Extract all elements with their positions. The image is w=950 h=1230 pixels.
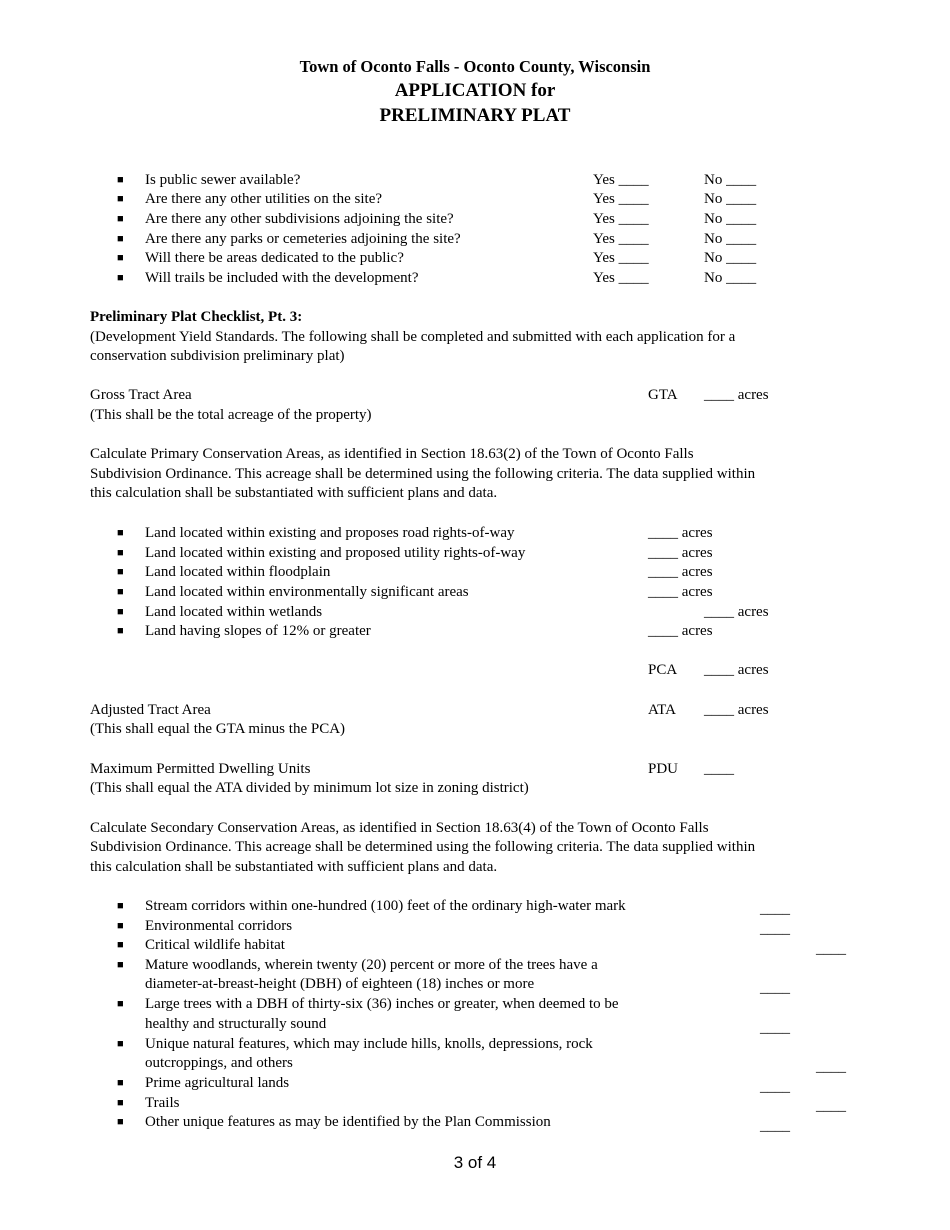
bullet-icon: ■	[117, 939, 124, 951]
question-text: Are there any other utilities on the site?	[145, 191, 383, 207]
yes-field[interactable]: Yes ____	[593, 172, 649, 188]
secondary-item-text-continued: diameter-at-breast-height (DBH) of eighteen (18) inches or more	[145, 976, 535, 992]
bullet-icon: ■	[117, 959, 124, 971]
primary-paragraph: Subdivision Ordinance. This acreage shall be determined using the following criteria. The data supplied within	[90, 466, 756, 482]
primary-item-text: Land located within wetlands	[145, 604, 323, 620]
secondary-item-text: Critical wildlife habitat	[145, 937, 285, 953]
checklist-intro: (Development Yield Standards. The following shall be completed and submitted with each application for a	[90, 329, 736, 345]
primary-acres-field[interactable]: ____ acres	[648, 584, 713, 600]
bullet-icon: ■	[117, 1097, 124, 1109]
primary-acres-field[interactable]: ____ acres	[648, 525, 713, 541]
secondary-field[interactable]: ____	[816, 1098, 846, 1114]
secondary-item-text: Unique natural features, which may include hills, knolls, depressions, rock	[145, 1036, 593, 1052]
yes-field[interactable]: Yes ____	[593, 231, 649, 247]
primary-acres-field[interactable]: ____ acres	[648, 623, 713, 639]
yes-field[interactable]: Yes ____	[593, 211, 649, 227]
secondary-field[interactable]: ____	[816, 941, 846, 957]
secondary-field[interactable]: ____	[760, 1079, 790, 1095]
secondary-field[interactable]: ____	[760, 1118, 790, 1134]
yes-field[interactable]: Yes ____	[593, 191, 649, 207]
secondary-field[interactable]: ____	[816, 1059, 846, 1075]
primary-acres-field[interactable]: ____ acres	[648, 545, 713, 561]
header-subtitle: PRELIMINARY PLAT	[379, 105, 571, 126]
no-field[interactable]: No ____	[704, 191, 757, 207]
ata-acres-field[interactable]: ____ acres	[704, 702, 769, 718]
ata-label: Adjusted Tract Area	[90, 702, 211, 718]
secondary-item-text: Trails	[145, 1095, 180, 1111]
primary-item-text: Land having slopes of 12% or greater	[145, 623, 371, 639]
gta-note: (This shall be the total acreage of the property)	[90, 407, 372, 423]
primary-item-text: Land located within environmentally significant areas	[145, 584, 469, 600]
secondary-field[interactable]: ____	[760, 1020, 790, 1036]
checklist-title: Preliminary Plat Checklist, Pt. 3:	[90, 309, 303, 325]
gta-acres-field[interactable]: ____ acres	[704, 387, 769, 403]
bullet-icon: ■	[117, 998, 124, 1010]
bullet-icon: ■	[117, 174, 124, 186]
question-text: Are there any parks or cemeteries adjoining the site?	[145, 231, 461, 247]
secondary-item-text: Large trees with a DBH of thirty-six (36) inches or greater, when deemed to be	[145, 996, 619, 1012]
no-field[interactable]: No ____	[704, 231, 757, 247]
question-text: Are there any other subdivisions adjoining the site?	[145, 211, 454, 227]
secondary-field[interactable]: ____	[760, 901, 790, 917]
bullet-icon: ■	[117, 920, 124, 932]
secondary-item-text-continued: healthy and structurally sound	[145, 1016, 327, 1032]
bullet-icon: ■	[117, 1038, 124, 1050]
bullet-icon: ■	[117, 566, 124, 578]
pdu-code: PDU	[648, 761, 679, 777]
no-field[interactable]: No ____	[704, 250, 757, 266]
pca-code: PCA	[648, 662, 678, 678]
header-title: APPLICATION for	[394, 80, 556, 101]
ata-note: (This shall equal the GTA minus the PCA)	[90, 721, 346, 737]
secondary-paragraph: Calculate Secondary Conservation Areas, as identified in Section 18.63(4) of the Town of Oconto Falls	[90, 820, 709, 836]
no-field[interactable]: No ____	[704, 270, 757, 286]
primary-item-text: Land located within existing and proposes road rights-of-way	[145, 525, 515, 541]
bullet-icon: ■	[117, 233, 124, 245]
bullet-icon: ■	[117, 213, 124, 225]
yes-field[interactable]: Yes ____	[593, 270, 649, 286]
primary-item-text: Land located within floodplain	[145, 564, 331, 580]
bullet-icon: ■	[117, 606, 124, 618]
primary-acres-field[interactable]: ____ acres	[704, 604, 769, 620]
secondary-paragraph: Subdivision Ordinance. This acreage shall be determined using the following criteria. The data supplied within	[90, 839, 756, 855]
secondary-field[interactable]: ____	[760, 980, 790, 996]
question-text: Is public sewer available?	[145, 172, 301, 188]
secondary-item-text: Prime agricultural lands	[145, 1075, 290, 1091]
primary-paragraph: this calculation shall be substantiated with sufficient plans and data.	[90, 485, 498, 501]
bullet-icon: ■	[117, 586, 124, 598]
question-text: Will trails be included with the development?	[145, 270, 419, 286]
question-text: Will there be areas dedicated to the public?	[145, 250, 404, 266]
secondary-item-text: Environmental corridors	[145, 918, 293, 934]
pdu-label: Maximum Permitted Dwelling Units	[90, 761, 311, 777]
secondary-field[interactable]: ____	[760, 921, 790, 937]
pdu-note: (This shall equal the ATA divided by minimum lot size in zoning district)	[90, 780, 529, 796]
header-municipality: Town of Oconto Falls - Oconto County, Wisconsin	[299, 57, 651, 76]
no-field[interactable]: No ____	[704, 211, 757, 227]
yes-field[interactable]: Yes ____	[593, 250, 649, 266]
secondary-item-text: Stream corridors within one-hundred (100) feet of the ordinary high-water mark	[145, 898, 626, 914]
pca-acres-field[interactable]: ____ acres	[704, 662, 769, 678]
bullet-icon: ■	[117, 527, 124, 539]
secondary-paragraph: this calculation shall be substantiated with sufficient plans and data.	[90, 859, 498, 875]
bullet-icon: ■	[117, 1077, 124, 1089]
primary-item-text: Land located within existing and proposed utility rights-of-way	[145, 545, 526, 561]
primary-paragraph: Calculate Primary Conservation Areas, as identified in Section 18.63(2) of the Town of Oconto Falls	[90, 446, 694, 462]
checklist-intro: conservation subdivision preliminary plat)	[90, 348, 345, 364]
secondary-item-text-continued: outcroppings, and others	[145, 1055, 293, 1071]
primary-acres-field[interactable]: ____ acres	[648, 564, 713, 580]
pdu-field[interactable]: ____	[704, 761, 734, 777]
secondary-item-text: Other unique features as may be identified by the Plan Commission	[145, 1114, 551, 1130]
bullet-icon: ■	[117, 547, 124, 559]
page-number: 3 of 4	[453, 1153, 497, 1172]
ata-code: ATA	[648, 702, 676, 718]
secondary-item-text: Mature woodlands, wherein twenty (20) percent or more of the trees have a	[145, 957, 598, 973]
bullet-icon: ■	[117, 193, 124, 205]
bullet-icon: ■	[117, 1116, 124, 1128]
gta-code: GTA	[648, 387, 678, 403]
bullet-icon: ■	[117, 900, 124, 912]
bullet-icon: ■	[117, 252, 124, 264]
bullet-icon: ■	[117, 272, 124, 284]
no-field[interactable]: No ____	[704, 172, 757, 188]
bullet-icon: ■	[117, 625, 124, 637]
gta-label: Gross Tract Area	[90, 387, 192, 403]
